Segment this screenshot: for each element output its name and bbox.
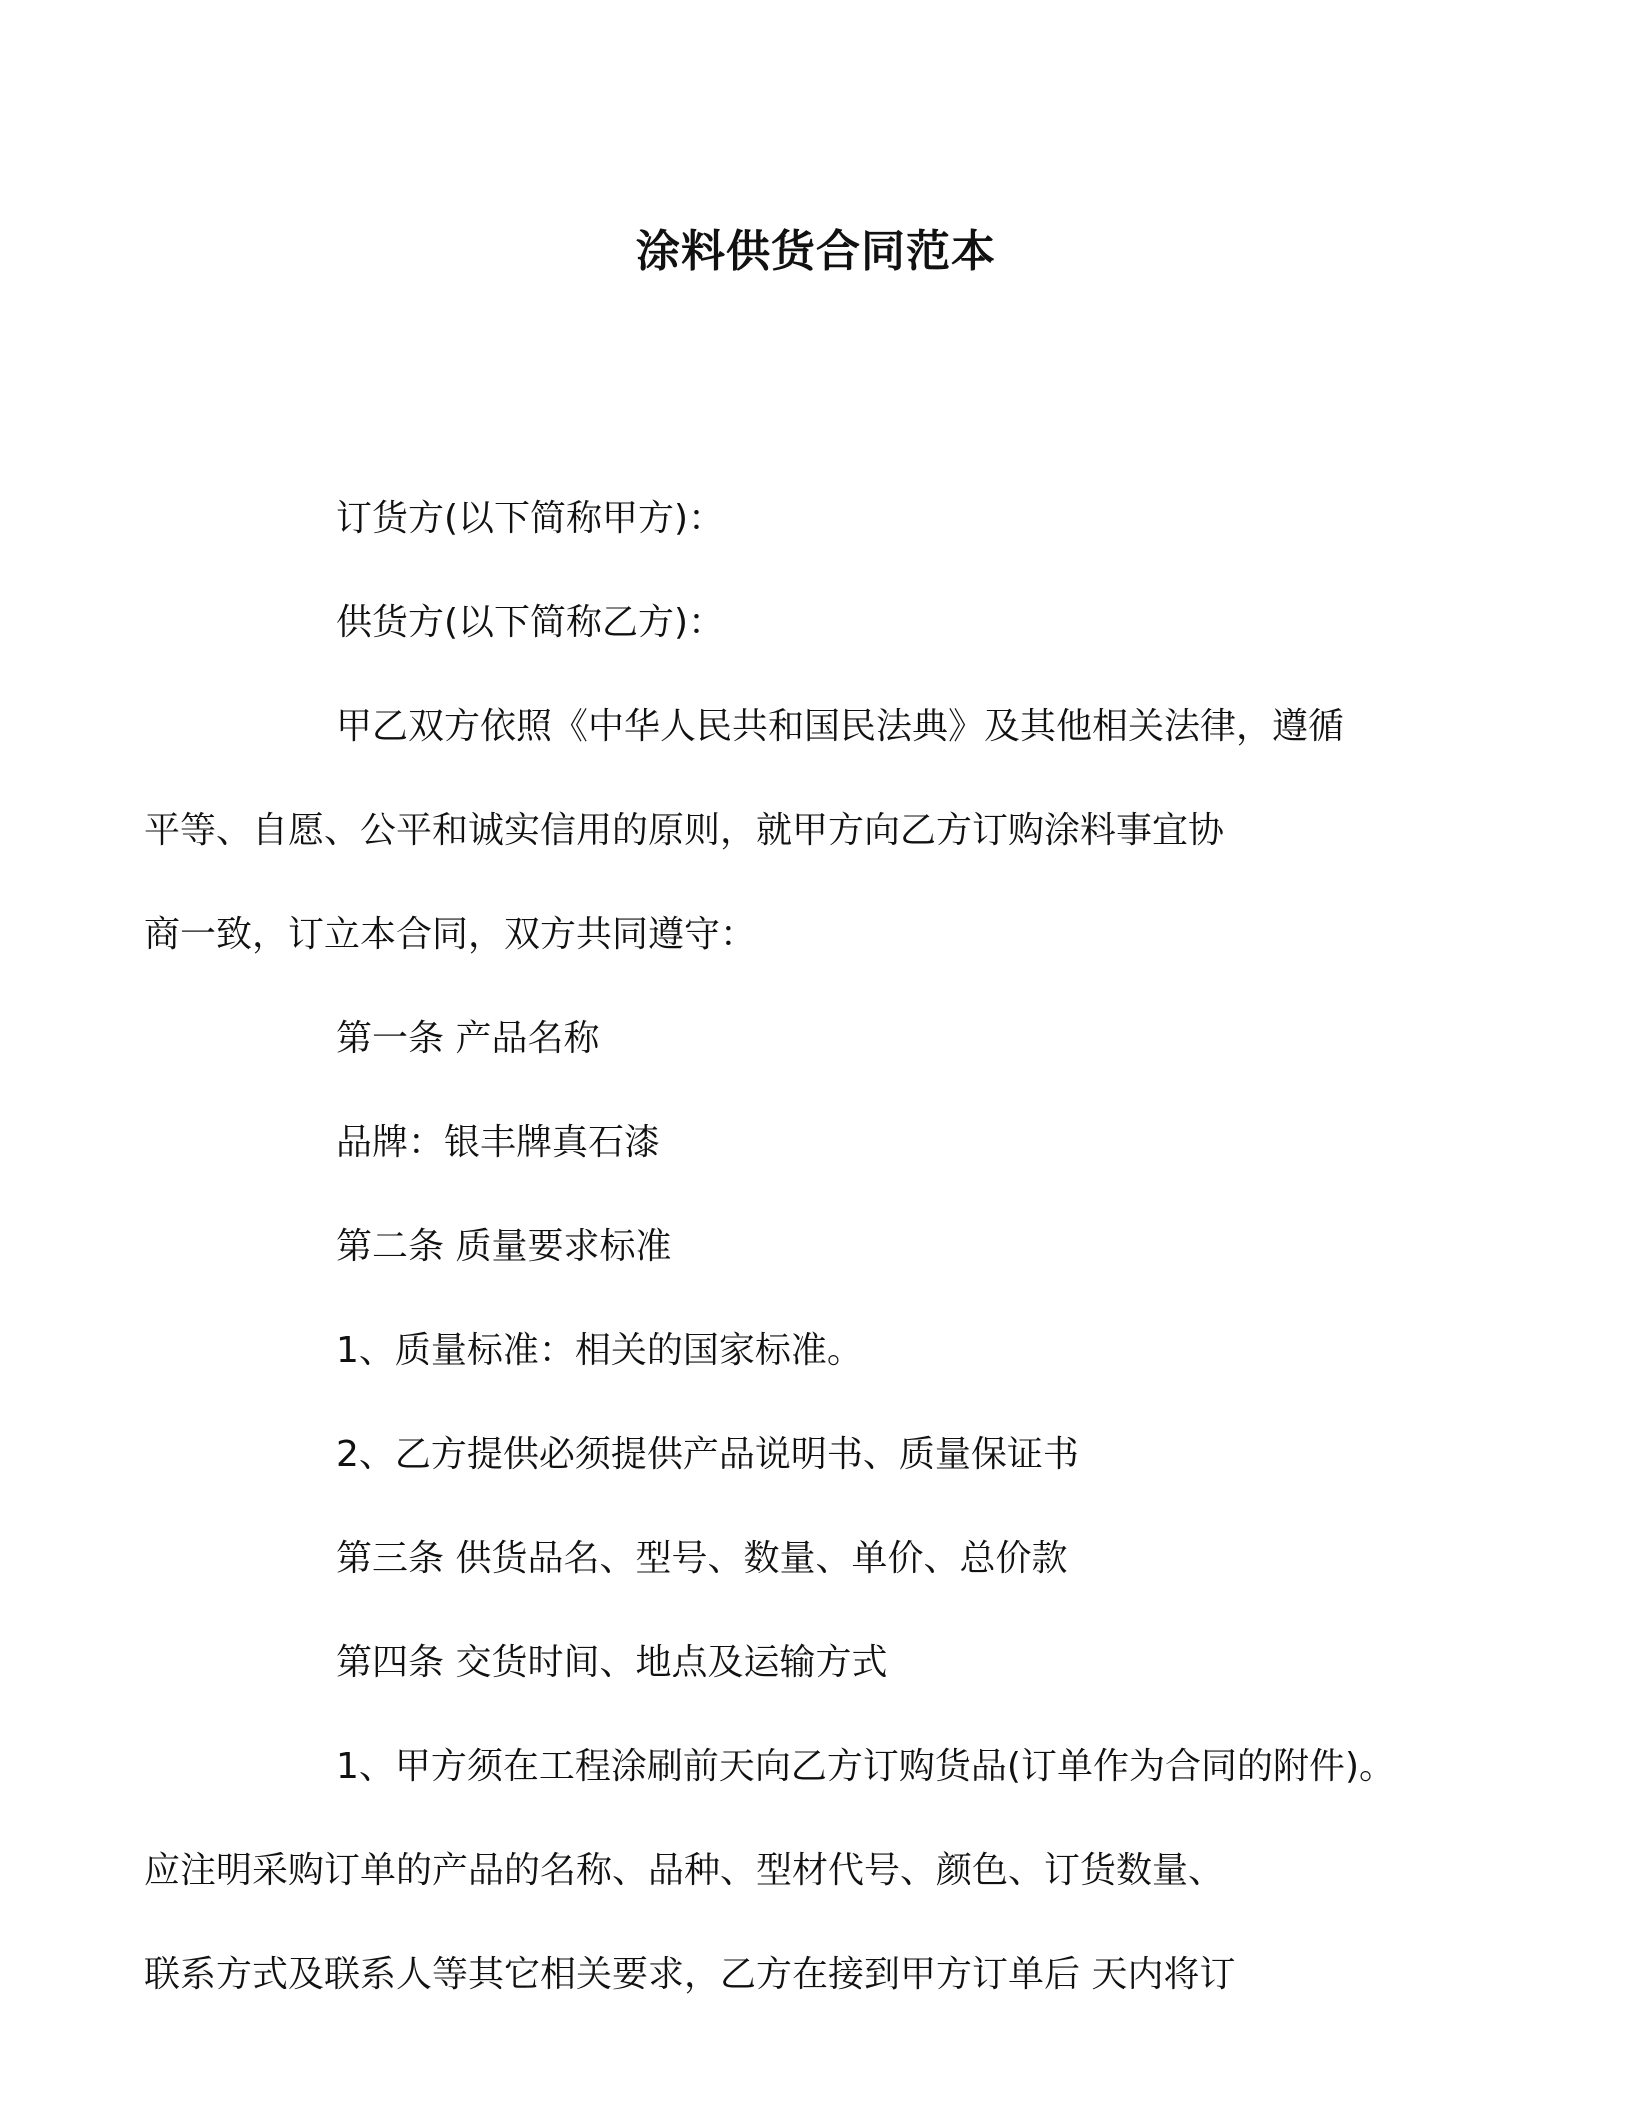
article-1-heading: [240, 1013, 1420, 1065]
paragraph-documents-required: [240, 1429, 1420, 1481]
paragraph-line: 订货方(以下简称甲方)：: [336, 498, 725, 539]
document-title: 涂料供货合同范本: [636, 226, 996, 277]
article-4-heading: [240, 1637, 1420, 1689]
paragraph-line: 第三条 供货品名、型号、数量、单价、总价款: [336, 1538, 1068, 1579]
paragraph-supplier: [240, 597, 1420, 649]
paragraph-line: 第二条 质量要求标准: [336, 1226, 672, 1267]
paragraph-line: 1、甲方须在工程涂刷前天向乙方订购货品(订单作为合同的附件)。: [336, 1746, 1395, 1787]
paragraph-line: 品牌：银丰牌真石漆: [336, 1122, 661, 1163]
paragraph-line: 联系方式及联系人等其它相关要求，乙方在接到甲方订单后 天内将订: [144, 1954, 1236, 1995]
paragraph-quality-standard: [240, 1325, 1420, 1377]
paragraph-line: 第四条 交货时间、地点及运输方式: [336, 1642, 888, 1683]
paragraph-line: 平等、自愿、公平和诚实信用的原则，就甲方向乙方订购涂料事宜协: [144, 810, 1225, 851]
article-2-heading: [240, 1221, 1420, 1273]
paragraph-line: 应注明采购订单的产品的名称、品种、型材代号、颜色、订货数量、: [144, 1850, 1225, 1891]
paragraph-line: 1、质量标准：相关的国家标准。: [336, 1330, 863, 1371]
paragraph-line: 甲乙双方依照《中华人民共和国民法典》及其他相关法律，遵循: [336, 706, 1345, 747]
document-body: [144, 493, 1420, 2053]
paragraph-brand: [240, 1117, 1420, 1169]
paragraph-line: 供货方(以下简称乙方)：: [336, 602, 725, 643]
paragraph-line: 2、乙方提供必须提供产品说明书、质量保证书: [336, 1434, 1079, 1475]
paragraph-buyer: [240, 493, 1420, 545]
paragraph-line: 商一致，订立本合同，双方共同遵守：: [144, 914, 757, 955]
paragraph-preamble: [144, 701, 1420, 961]
article-3-heading: [240, 1533, 1420, 1585]
paragraph-order-terms: [144, 1741, 1420, 2001]
paragraph-line: 第一条 产品名称: [336, 1018, 600, 1059]
